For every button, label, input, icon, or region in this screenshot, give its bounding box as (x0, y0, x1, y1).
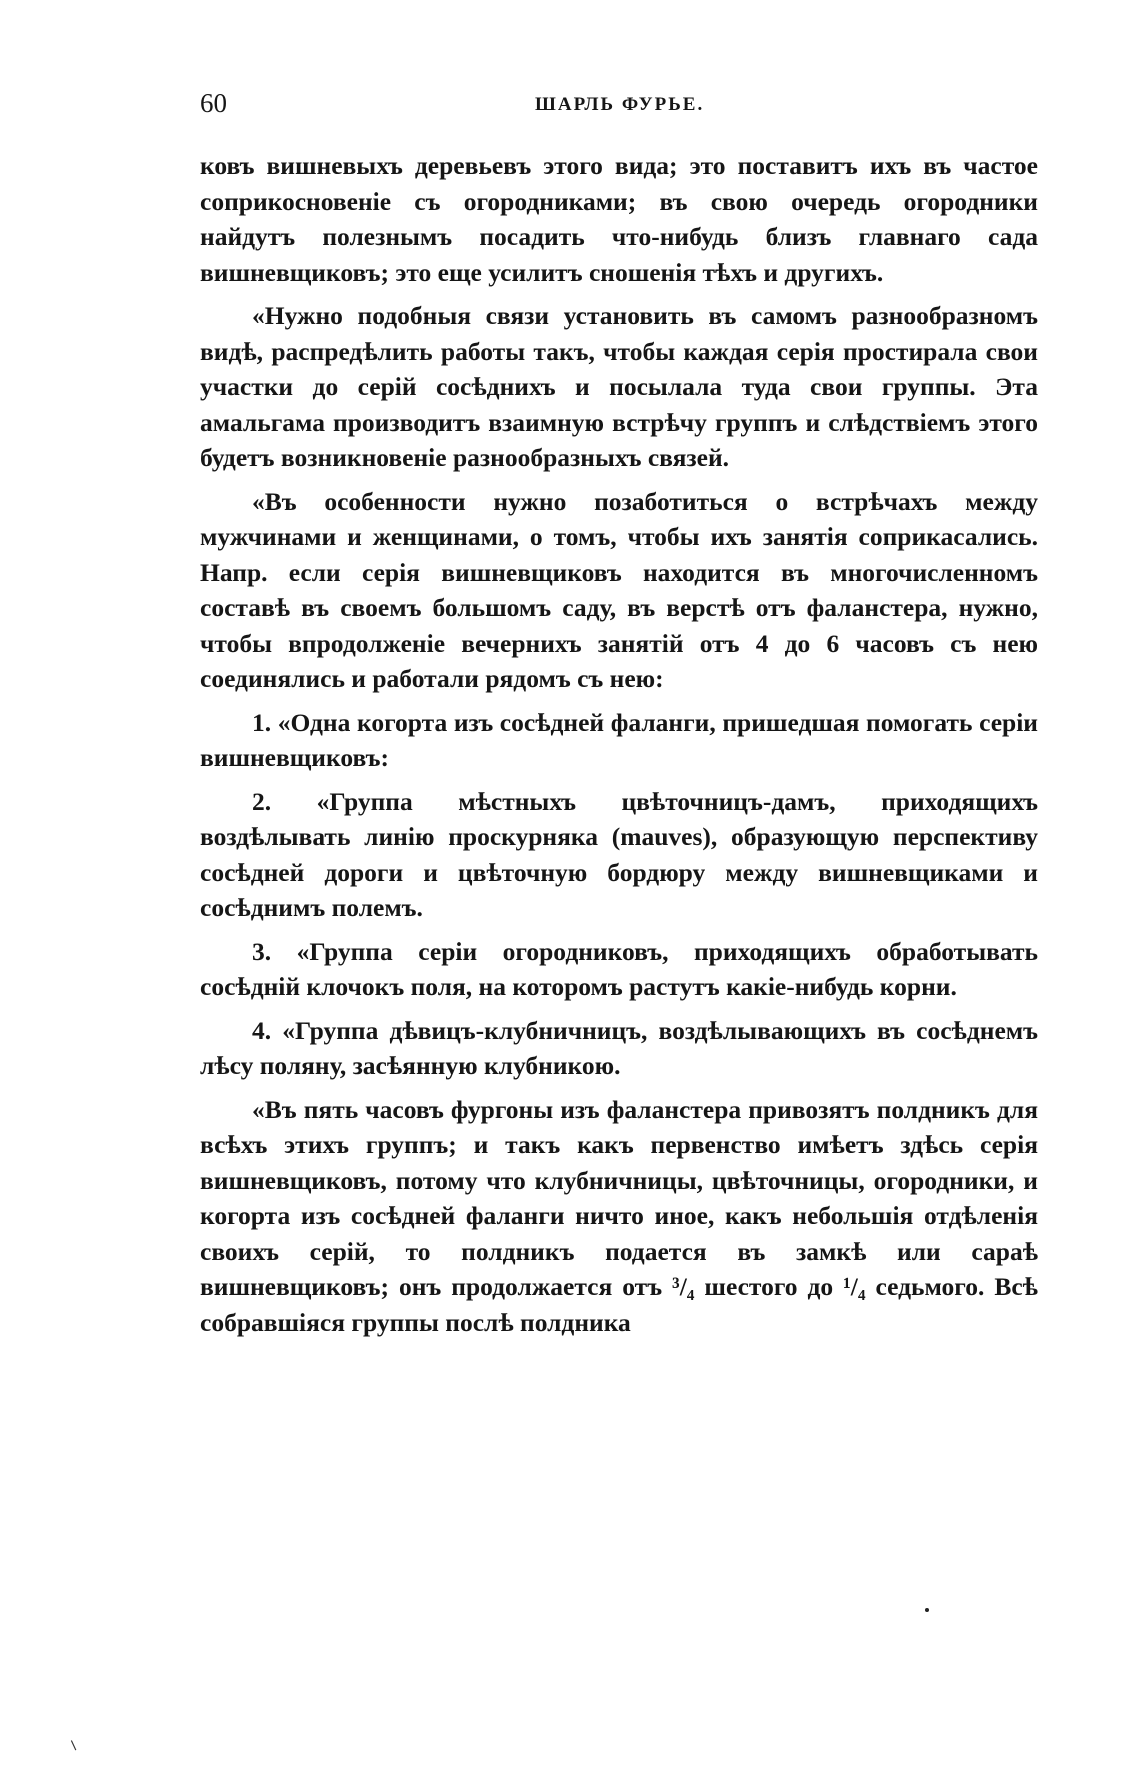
list-item: 4. «Группа дѣвицъ-клубничницъ, воздѣлывающихъ въ сосѣднемъ лѣсу поляну, засѣянную клубникою. (200, 1015, 1038, 1080)
ink-speck (925, 1608, 929, 1612)
running-head: ШАРЛЬ ФУРЬЕ. (535, 94, 705, 115)
page-number: 60 (200, 88, 227, 118)
paragraph: «Въ пять часовъ фургоны изъ фаланстера привозятъ полдникъ для всѣхъ этихъ группъ; и такъ какъ первенство имѣетъ здѣсь серія вишневщиковъ, потому что клубничницы, цвѣточницы, огородники, и когорта изъ сосѣдней фаланги ничто иное, какъ небольшія отдѣленія своихъ серій, то полдникъ подается въ замкѣ или сараѣ вишневщиковъ; онъ продолжается отъ ³/₄ шестого до ¹/₄ седьмого. Всѣ собравшіяся группы послѣ полдника (200, 1094, 1038, 1337)
paragraph: ковъ вишневыхъ деревьевъ этого вида; это поставитъ ихъ въ частое соприкосновеніе съ огородниками; въ свою очередь огородники найдутъ полезнымъ посадить что-нибудь близъ главнаго сада вишневщиковъ; это еще усилитъ сношенія тѣхъ и другихъ. (200, 151, 1038, 287)
paragraph: «Нужно подобныя связи установить въ самомъ разнообразномъ видѣ, распредѣлить работы такъ, чтобы каждая серія простирала свои участки до серій сосѣднихъ и посылала туда свои группы. Эта амальгама производитъ взаимную встрѣчу группъ и слѣдствіемъ этого будетъ возникновеніе разнообразныхъ связей. (200, 301, 1038, 472)
page-header (200, 88, 1040, 128)
list-item: 1. «Одна когорта изъ сосѣдней фаланги, пришедшая помогать серіи вишневщиковъ: (200, 707, 1038, 772)
body-text (200, 148, 1038, 1348)
list-item: 3. «Группа серіи огородниковъ, приходящихъ обработывать сосѣдній клочокъ поля, на которомъ растутъ какіе-нибудь корни. (200, 936, 1038, 1001)
paragraph: «Въ особенности нужно позаботиться о встрѣчахъ между мужчинами и женщинами, о томъ, чтобы ихъ занятія соприкасались. Напр. если серія вишневщиковъ находится въ многочисленномъ составѣ въ своемъ большомъ саду, въ верстѣ отъ фаланстера, нужно, чтобы впродолженіе вечернихъ занятій отъ 4 до 6 часовъ съ нею соединялись и работали рядомъ съ нею: (200, 486, 1038, 693)
list-item: 2. «Группа мѣстныхъ цвѣточницъ-дамъ, приходящихъ воздѣлывать линію проскурняка (mauves), образующую перспективу сосѣдней дороги и цвѣточную бордюру между вишневщиками и сосѣднимъ полемъ. (200, 786, 1038, 922)
scan-mark-icon: ⸜ (65, 1727, 85, 1756)
